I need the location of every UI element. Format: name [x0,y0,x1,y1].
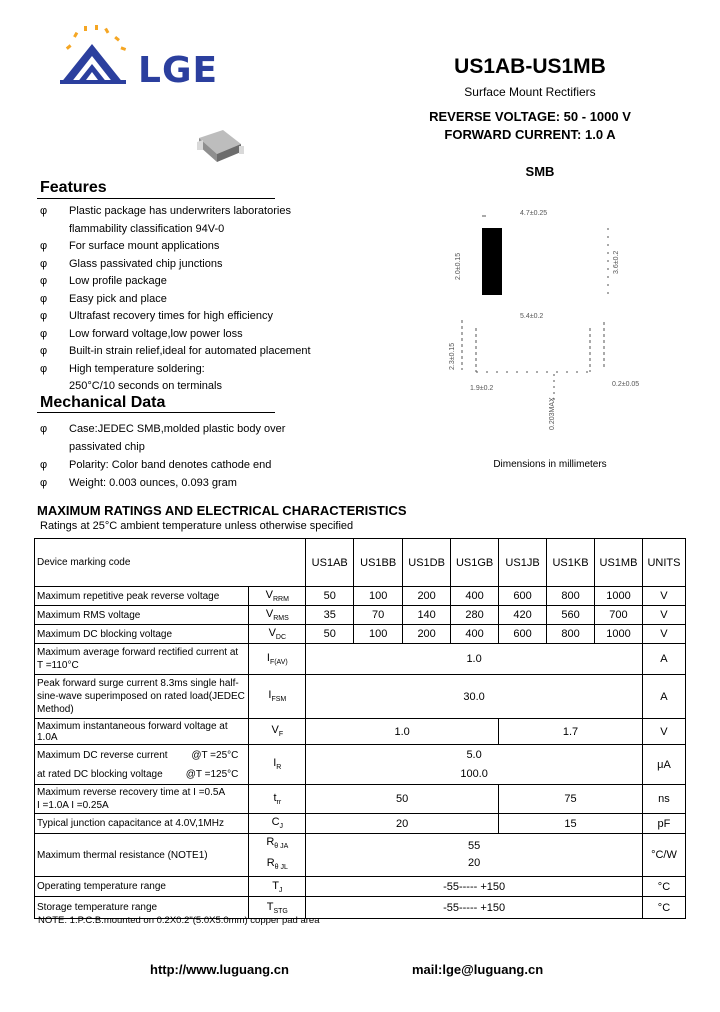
code-cell: US1AB [306,539,354,587]
list-item-text: Built-in strain relief,ideal for automated placement [69,345,311,357]
logo-text: LGE [138,50,219,91]
ratings-title: MAXIMUM RATINGS AND ELECTRICAL CHARACTERISTICS [37,503,407,518]
value-cell: 100.0 [460,767,488,780]
value-cell: 50 [306,625,354,644]
value-cell: 50 [306,785,499,814]
lge-logo-icon [58,22,138,88]
value-cell: 55 [467,840,481,853]
list-item [40,456,285,474]
value-cell: 35 [306,606,354,625]
list-item-text: Ultrafast recovery times for high efficiency [69,310,273,322]
unit-cell: A [642,675,685,719]
bullet-icon: φ [40,240,48,252]
bullet-icon: φ [40,362,48,375]
dimensions-caption: Dimensions in millimeters [493,459,607,470]
value-cell: 280 [451,606,499,625]
dim-label-standoff: 0.203MAX [549,397,556,430]
symbol-cell: $V_{RMS}$ [249,606,306,625]
list-item-text: Low forward voltage,low power loss [69,327,243,340]
bullet-icon: φ [40,477,48,489]
value-cell: 1.0 [306,644,643,675]
reverse-voltage-spec: REVERSE VOLTAGE: 50 - 1000 V [429,109,631,124]
unit-cell: ns [642,785,685,814]
value-cell: 700 [594,606,642,625]
device-marking-label: Device marking code [35,539,306,587]
list-item [40,438,285,456]
value-cell: 200 [403,587,451,606]
code-cell: US1GB [451,539,499,587]
list-item-text: Easy pick and place [69,292,167,305]
value-cell: 420 [499,606,547,625]
list-item [40,221,311,239]
list-item-text: Case:JEDEC SMB,molded plastic body over [69,423,286,435]
value-cell: -55----- +150 [306,877,643,897]
bullet-icon: φ [40,205,48,217]
ratings-table [34,538,686,919]
table-row: Operating temperature range $T_J$ -55----- +150 °C [35,877,686,897]
list-item-text: Polarity: Color band denotes cathode end [69,459,272,471]
bullet-icon: φ [40,327,48,340]
bullet-icon: φ [40,310,48,322]
value-cell: 400 [451,587,499,606]
value-cell: 1.0 [306,719,499,745]
dim-label-lead-thickness: 0.2±0.05 [612,381,640,388]
table-row: Maximum average forward rectified current at T =110°C $I_{F(AV)}$ 1.0 A [35,644,686,675]
unit-cell: V [642,606,685,625]
ratings-subtitle: Ratings at 25°C ambient temperature unless otherwise specified [40,520,354,532]
list-item [40,308,311,326]
value-cell: 20 [467,857,481,870]
bullet-icon: φ [40,257,48,270]
list-item-text: 250°C/10 seconds on terminals [69,380,222,392]
symbol-cell: $V_{DC}$ [249,625,306,644]
value-cell: 1000 [594,587,642,606]
value-cell: 600 [499,625,547,644]
table-row [35,606,686,625]
website-link[interactable]: http://www.luguang.cn [150,962,289,977]
units-header: UNITS [642,539,685,587]
value-cell: 400 [451,625,499,644]
dim-label-band: 2.0±0.15 [455,252,462,280]
list-item [40,326,311,344]
table-row: Maximum instantaneous forward voltage at 1.0A $V_F$ 1.0 1.7 V [35,719,686,745]
value-cell: 75 [499,785,643,814]
list-item-text: Weight: 0.003 ounces, 0.093 gram [69,477,237,489]
table-row: Storage temperature range $T_{STG}$ -55----- +150 °C [35,897,686,919]
list-item-text: Glass passivated chip junctions [69,257,223,270]
value-cell: 1000 [594,625,642,644]
value-cell: 1.7 [499,719,643,745]
value-cell: 50 [306,587,354,606]
list-item-text: High temperature soldering: [69,362,205,375]
product-subtitle: Surface Mount Rectifiers [464,85,596,99]
value-cell: 560 [547,606,595,625]
code-cell: US1MB [594,539,642,587]
value-cell: 100 [354,625,403,644]
smb-package-image [195,124,245,166]
unit-cell: μA [642,745,685,785]
value-cell: 800 [547,625,595,644]
symbol-cell: $V_{RRM}$ [249,587,306,606]
row-label: Maximum average forward rectified current at [37,647,239,658]
bullet-icon: φ [40,459,48,471]
bullet-icon: φ [40,275,48,287]
list-item-text: passivated chip [69,441,145,453]
table-row: Typical junction capacitance at 4.0V,1MHz $C_J$ 20 15 pF [35,814,686,834]
table-row [35,587,686,606]
row-label: Maximum DC blocking voltage [35,625,249,644]
list-item [40,238,311,256]
unit-cell: °C [642,897,685,919]
value-cell: 15 [499,814,643,834]
list-item [40,343,311,361]
list-item-text: For surface mount applications [69,240,220,252]
features-heading: Features [40,179,107,196]
table-row: Maximum reverse recovery time at I =0.5A I =1.0A I =0.25A $t_{rr}$ 50 75 ns [35,785,686,814]
unit-cell: V [642,719,685,745]
email-link[interactable]: mail:lge@luguang.cn [412,962,544,977]
forward-current-spec: FORWARD CURRENT: 1.0 A [444,127,616,142]
dim-label-height: 3.6±0.2 [613,250,620,274]
bullet-icon: φ [40,292,48,305]
list-item [40,361,311,379]
list-item [40,256,311,274]
value-cell: 5.0 [466,748,482,761]
dimension-drawing [440,200,660,440]
row-label: Maximum repetitive peak reverse voltage [35,587,249,606]
part-number-title: US1AB-US1MB [454,55,606,78]
value-cell: 600 [499,587,547,606]
unit-cell: A [642,644,685,675]
dim-label-lead-height: 2.3±0.15 [449,342,456,370]
value-cell: 30.0 [306,675,643,719]
table-note: NOTE: 1.P.C.B.mounted on 0.2X0.2"(5.0X5.0mm) copper pad area [38,915,320,926]
table-row: Peak forward surge current 8.3ms single half- sine-wave superimposed on rated load(JEDEC Method) $I_{FSM}$ 30.0 A [35,675,686,719]
code-cell: US1KB [547,539,595,587]
unit-cell: V [642,587,685,606]
value-cell: 200 [403,625,451,644]
list-item-text: flammability classification 94V-0 [69,222,225,235]
list-item [40,273,311,291]
mechanical-divider [37,412,275,413]
code-cell: US1BB [354,539,403,587]
value-cell: 20 [306,814,499,834]
mechanical-list [40,420,285,492]
value-cell: 140 [403,606,451,625]
table-row: Maximum thermal resistance (NOTE1) $R_{\theta JA}$ $R_{\theta JL}$ 55 20 °C/W [35,834,686,877]
dim-label-length: 5.4±0.2 [520,313,544,320]
dim-label-lead-width: 1.9±0.2 [470,385,494,392]
list-item-text: Plastic package has underwriters laboratories [69,205,291,217]
row-label: Maximum RMS voltage [35,606,249,625]
list-item [40,203,311,221]
table-row [35,625,686,644]
list-item-text: Low profile package [69,275,167,287]
package-name: SMB [525,164,555,179]
bullet-icon: φ [40,345,48,357]
value-cell: 100 [354,587,403,606]
dim-label-width: 4.7±0.25 [520,210,548,217]
unit-cell: °C/W [642,834,685,877]
unit-cell: pF [642,814,685,834]
bullet-icon: φ [40,423,48,435]
code-cell: US1JB [499,539,547,587]
code-cell: US1DB [403,539,451,587]
table-header-row [35,539,686,587]
unit-cell: °C [642,877,685,897]
value-cell: 70 [354,606,403,625]
value-cell: -55----- +150 [306,897,643,919]
row-label: T =110°C [37,660,79,671]
list-item [40,378,311,396]
value-cell: 800 [547,587,595,606]
mechanical-heading: Mechanical Data [40,394,166,411]
list-item [40,474,285,492]
features-divider [37,198,275,199]
table-row: Maximum DC reverse current @T =25°C at rated DC blocking voltage @T =125°C $I_R$ 5.0 100.0 μA [35,745,686,785]
list-item [40,420,285,438]
list-item [40,291,311,309]
features-list [40,203,311,396]
unit-cell: V [642,625,685,644]
